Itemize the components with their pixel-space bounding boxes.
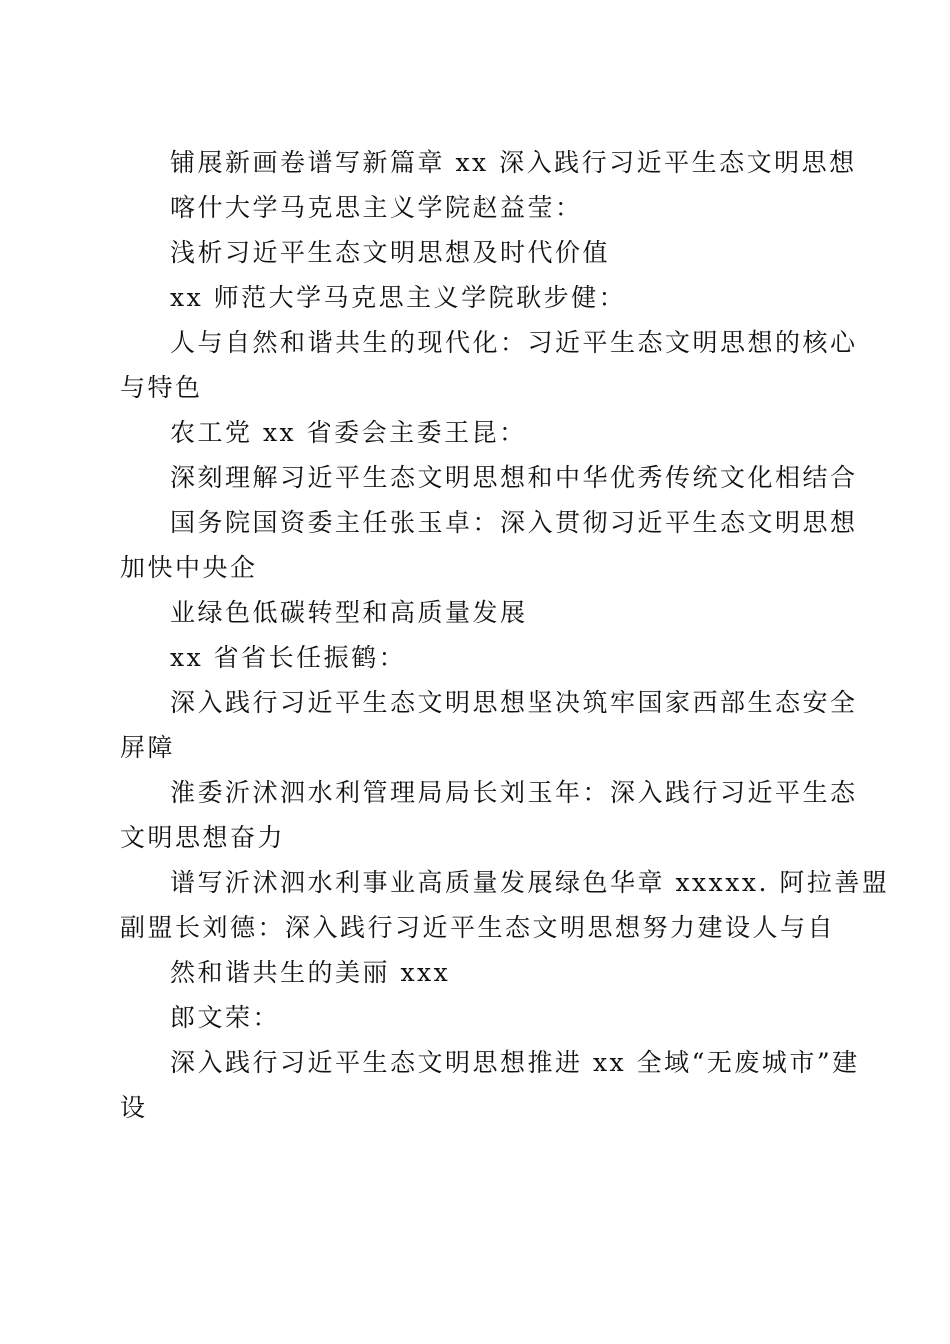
text-line: 喀什大学马克思主义学院赵益莹：	[170, 193, 583, 222]
text-line: 深入践行习近平生态文明思想坚决筑牢国家西部生态安全	[170, 688, 858, 717]
text-line: 设	[120, 1093, 148, 1122]
text-line: xx 省省长任振鹤：	[170, 643, 407, 672]
text-line: 屏障	[120, 733, 176, 762]
text-line: 淮委沂沭泗水利管理局局长刘玉年：深入践行习近平生态	[170, 778, 858, 807]
text-line: 郎文荣：	[170, 1003, 281, 1032]
text-line: 铺展新画卷谱写新篇章 xx 深入践行习近平生态文明思想	[170, 148, 857, 177]
text-line: xx 师范大学马克思主义学院耿步健：	[170, 283, 627, 312]
text-line: 加快中央企	[120, 553, 258, 582]
text-line: 文明思想奋力	[120, 823, 286, 852]
text-line: 与特色	[120, 373, 203, 402]
text-line: 人与自然和谐共生的现代化：习近平生态文明思想的核心	[170, 328, 858, 357]
text-line: 业绿色低碳转型和高质量发展	[170, 598, 528, 627]
text-line: 农工党 xx 省委会主委王昆：	[170, 418, 527, 447]
text-line: 谱写沂沭泗水利事业高质量发展绿色华章 xxxxx. 阿拉善盟	[170, 868, 890, 897]
text-line: 深刻理解习近平生态文明思想和中华优秀传统文化相结合	[170, 463, 858, 492]
text-line: 国务院国资委主任张玉卓：深入贯彻习近平生态文明思想	[170, 508, 858, 537]
text-line: 然和谐共生的美丽 xxx	[170, 958, 451, 987]
document-body	[120, 140, 890, 1130]
text-line: 副盟长刘德：深入践行习近平生态文明思想努力建设人与自	[120, 913, 836, 942]
text-line: 浅析习近平生态文明思想及时代价值	[170, 238, 611, 267]
text-line: 深入践行习近平生态文明思想推进 xx 全域“无废城市”建	[170, 1048, 860, 1077]
